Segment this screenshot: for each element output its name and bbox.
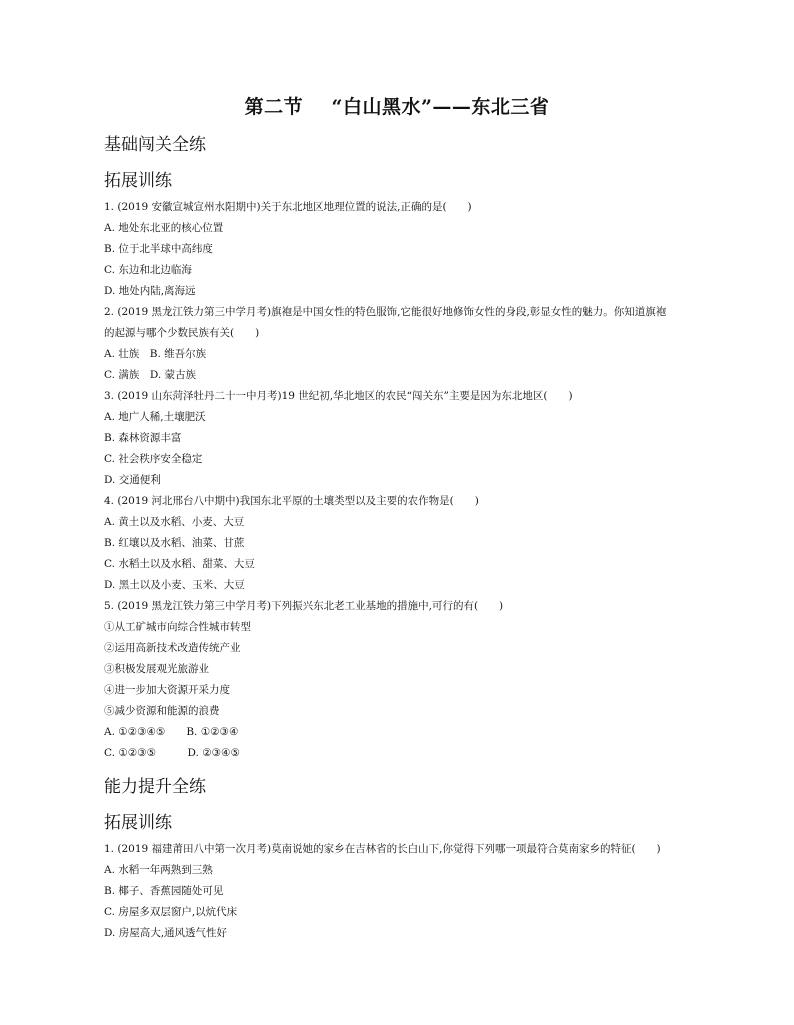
question-stem: 4. (2019 河北邢台八中期中)我国东北平原的土壤类型以及主要的农作物是( ) [104, 495, 479, 507]
statement: ②运用高新技术改造传统产业 [104, 642, 241, 654]
section-heading-ability: 能力提升全练 [104, 777, 206, 797]
option: C. ①②③⑤ D. ②③④⑤ [104, 747, 240, 759]
statement: ③积极发展观光旅游业 [104, 663, 209, 675]
option: A. 壮族 B. 维吾尔族 [104, 348, 207, 360]
question-stem: 1. (2019 安徽宣城宣州水阳期中)关于东北地区地理位置的说法,正确的是( ) [104, 201, 472, 213]
question-stem-continued: 的起源与哪个少数民族有关( ) [104, 327, 260, 339]
statement: ①从工矿城市向综合性城市转型 [104, 621, 251, 633]
option: A. 黄土以及水稻、小麦、大豆 [104, 516, 245, 528]
option: C. 房屋多双层窗户,以炕代床 [104, 906, 238, 918]
question-stem: 3. (2019 山东菏泽牡丹二十一中月考)19 世纪初,华北地区的农民“闯关东”主要是因为东北地区( ) [104, 390, 573, 402]
option: C. 满族 D. 蒙古族 [104, 369, 197, 381]
option: B. 森林资源丰富 [104, 432, 182, 444]
question-stem: 1. (2019 福建莆田八中第一次月考)莫南说她的家乡在吉林省的长白山下,你觉得下列哪一项最符合莫南家乡的特征( ) [104, 843, 661, 855]
option: A. 地广人稀,土壤肥沃 [104, 411, 206, 423]
option: D. 交通便利 [104, 474, 161, 486]
statement: ④进一步加大资源开采力度 [104, 684, 230, 696]
subsection-heading-ability: 拓展训练 [104, 813, 172, 833]
option: B. 椰子、香蕉园随处可见 [104, 885, 224, 897]
option: C. 东边和北边临海 [104, 264, 192, 276]
statement: ⑤减少资源和能源的浪费 [104, 705, 220, 717]
option: C. 社会秩序安全稳定 [104, 453, 203, 465]
option: B. 位于北半球中高纬度 [104, 243, 213, 255]
option: A. 地处东北亚的核心位置 [104, 222, 224, 234]
option: B. 红壤以及水稻、油菜、甘蔗 [104, 537, 245, 549]
question-stem: 2. (2019 黑龙江铁力第三中学月考)旗袍是中国女性的特色服饰,它能很好地修饰女性的身段,彰显女性的魅力。你知道旗袍 [104, 306, 667, 318]
option: D. 房屋高大,通风透气性好 [104, 927, 228, 939]
section-heading-basic: 基础闯关全练 [104, 135, 206, 155]
option: A. 水稻一年两熟到三熟 [104, 864, 213, 876]
page-title: 第二节 “白山黑水”——东北三省 [244, 96, 550, 118]
subsection-heading-basic: 拓展训练 [104, 171, 172, 191]
option: A. ①②③④⑤ B. ①②③④ [104, 726, 239, 738]
option: D. 地处内陆,离海远 [104, 285, 196, 297]
option: C. 水稻土以及水稻、甜菜、大豆 [104, 558, 255, 570]
option: D. 黑土以及小麦、玉米、大豆 [104, 579, 245, 591]
question-stem: 5. (2019 黑龙江铁力第三中学月考)下列振兴东北老工业基地的措施中,可行的有( ) [104, 600, 504, 612]
